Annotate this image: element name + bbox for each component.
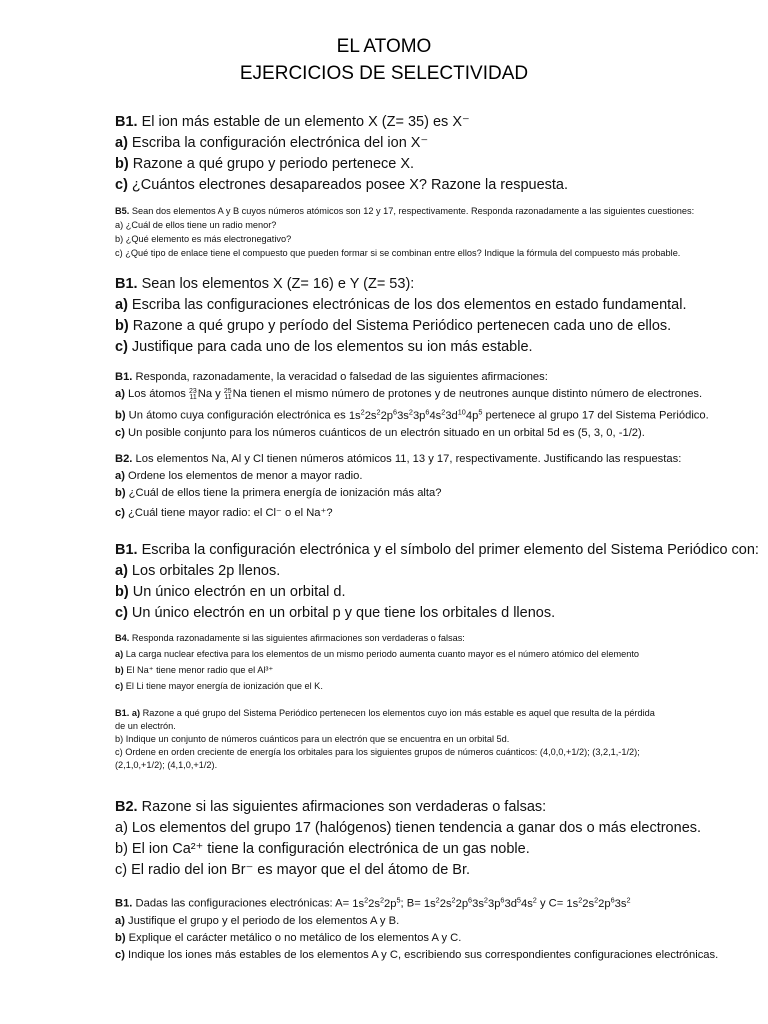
exercise-10-part-a: a) Justifique el grupo y el periodo de los elementos A y B. <box>115 914 400 927</box>
orbital: 2p <box>380 409 394 422</box>
orbital: 2p <box>455 897 469 910</box>
orbital: 4p <box>465 409 479 422</box>
electron-count: 6 <box>500 895 505 904</box>
exercise-2-part-c: c) ¿Qué tipo de enlace tiene el compuesto que pueden formar si se combinan entre ellos? Indique la fórmula del compuesto más probable. <box>115 248 681 258</box>
orbital: 3s <box>614 897 627 910</box>
orbital: 2p <box>384 897 397 910</box>
orbital: 2p <box>598 897 611 910</box>
document-subtitle: EJERCICIOS DE SELECTIVIDAD <box>239 63 529 84</box>
orbital: 3s <box>397 409 409 422</box>
exercise-1-part-a: a) Escriba la configuración electrónica del ion X⁻ <box>115 135 429 151</box>
electron-count: 2 <box>578 895 583 904</box>
document-title: EL ATOMO <box>336 36 432 57</box>
electron-count: 10 <box>457 407 466 416</box>
exercise-10-part-b: b) Explique el carácter metálico o no metálico de los elementos A y C. <box>115 931 462 944</box>
electron-count: 2 <box>441 407 446 416</box>
exercise-4 <box>115 369 709 442</box>
exercise-6 <box>115 540 759 624</box>
exercise-9-part-a: a) Los elementos del grupo 17 (halógenos) tienen tendencia a ganar dos o más electrones. <box>115 820 702 836</box>
electron-count: 5 <box>396 895 401 904</box>
exercise-7-intro: B4. Responda razonadamente si las siguientes afirmaciones son verdaderas o falsas: <box>115 633 465 643</box>
exercise-5-part-b: b) ¿Cuál de ellos tiene la primera energía de ionización más alta? <box>115 487 442 499</box>
electron-count: 6 <box>610 895 615 904</box>
exercise-7-part-c: c) El Li tiene mayor energía de ionización que el K. <box>115 681 323 691</box>
orbital: 1s <box>423 897 436 910</box>
orbital: 2s <box>439 897 452 910</box>
exercise-7 <box>115 630 660 694</box>
electron-count: 2 <box>451 895 456 904</box>
exercise-3-part-a: a) Escriba las configuraciones electrónicas de los dos elementos en estado fundamental. <box>115 297 687 313</box>
exercise-3-part-b: b) Razone a qué grupo y período del Sistema Periódico pertenecen cada uno de ellos. <box>115 318 672 334</box>
exercise-1-part-b: b) Razone a qué grupo y periodo pertenece X. <box>115 156 415 172</box>
exercise-1-intro: B1. El ion más estable de un elemento X (Z= 35) es X⁻ <box>115 114 470 130</box>
orbital: 1s <box>566 897 579 910</box>
exercise-8-intro: B1. a) Razone a qué grupo del Sistema Periódico pertenecen los elementos cuyo ion más estable es aquel que resulta de la pérdida de un electrón. <box>115 708 655 731</box>
exercise-6-part-b: b) Un único electrón en un orbital d. <box>115 584 346 600</box>
exercise-6-intro: B1. Escriba la configuración electrónica y el símbolo del primer elemento del Sistema Periódico con: <box>115 542 759 558</box>
electron-configuration-c <box>566 895 631 910</box>
orbital: 4s <box>429 409 442 422</box>
orbital: 2s <box>582 897 595 910</box>
exercise-5-part-c: c) ¿Cuál tiene mayor radio: el Cl⁻ o el Na⁺? <box>115 507 333 519</box>
exercise-3-intro: B1. Sean los elementos X (Z= 16) e Y (Z= 53): <box>115 276 415 292</box>
electron-configuration-a <box>352 895 401 910</box>
exercise-7-part-a: a) La carga nuclear efectiva para los elementos de un mismo periodo aumenta cuanto mayor es el número atómico del elemento <box>115 649 639 659</box>
orbital: 1s <box>348 409 361 422</box>
exercise-6-part-a: a) Los orbitales 2p llenos. <box>115 563 281 579</box>
exercise-5-part-a: a) Ordene los elementos de menor a mayor radio. <box>115 470 363 482</box>
orbital: 3p <box>412 409 426 422</box>
electron-count: 2 <box>532 895 537 904</box>
electron-count: 2 <box>364 895 369 904</box>
orbital: 2s <box>368 897 380 910</box>
exercise-2-part-a: a) ¿Cuál de ellos tiene un radio menor? <box>115 220 277 230</box>
exercise-3-part-c: c) Justifique para cada uno de los elementos su ion más estable. <box>115 339 533 355</box>
electron-count: 5 <box>478 407 483 416</box>
electron-count: 6 <box>468 895 473 904</box>
electron-count: 2 <box>360 407 365 416</box>
exercise-10-part-c: c) Indique los iones más estables de los elementos A y C, escribiendo sus correspondientes configuraciones electrónicas. <box>115 948 719 961</box>
exercise-9-intro: B2. Razone si las siguientes afirmaciones son verdaderas o falsas: <box>115 799 547 815</box>
exercise-2-intro: B5. Sean dos elementos A y B cuyos números atómicos son 12 y 17, respectivamente. Responda razonadamente a las siguientes cuestiones: <box>115 206 695 216</box>
electron-configuration <box>348 407 483 422</box>
electron-configuration-b <box>423 895 537 910</box>
orbital: 3d <box>504 897 517 910</box>
exercise-3 <box>115 274 687 358</box>
exercise-1 <box>115 112 660 196</box>
exercise-8-part-c: c) Ordene en orden creciente de energía los orbitales para los siguientes grupos de números cuánticos: (4,0,0,+1/2); (3,2,1,-1/2); (2,1,0,+1/2); (4,1,0,+1/2). <box>115 747 640 770</box>
orbital: 3p <box>487 897 501 910</box>
electron-count: 6 <box>393 407 398 416</box>
exercise-9 <box>115 797 702 881</box>
electron-count: 5 <box>516 895 521 904</box>
exercise-4-intro: B1. Responda, razonadamente, la veracidad o falsedad de las siguientes afirmaciones: <box>115 371 548 383</box>
exercise-1-part-c: c) ¿Cuántos electrones desapareados posee X? Razone la respuesta. <box>115 177 569 193</box>
orbital: 3d <box>445 409 458 422</box>
exercise-5 <box>115 451 682 522</box>
exercise-10-intro: B1. Dadas las configuraciones electrónicas: $A= 1s^22s^22p^5$; $B= 1s^22s^22p^63s^23p^63d^54s^2$ y $C= 1s^22s^22p^63s^2$ <box>115 895 631 910</box>
isotope-notation: 25 11 <box>223 388 232 401</box>
exercise-2 <box>115 204 695 260</box>
electron-count: 2 <box>376 407 381 416</box>
electron-count: 2 <box>435 895 440 904</box>
exercise-4-part-b: b) Un átomo cuya configuración electrónica es $1s^22s^22p^63s^23p^64s^23d^{10}4p^5$ pertenece al grupo 17 del Sistema Periódico. <box>115 407 709 422</box>
exercise-4-part-c: c) Un posible conjunto para los números cuánticos de un electrón situado en un orbital 5d es (5, 3, 0, -1/2). <box>115 426 645 439</box>
exercise-9-part-c: c) El radio del ion Br⁻ es mayor que el del átomo de Br. <box>115 862 471 878</box>
orbital: 3s <box>472 897 484 910</box>
exercise-4-part-a: a) Los átomos 23 11Na y 25 11Na tienen el mismo número de protones y de neutrones aunque distinto número de electrones. <box>115 388 703 401</box>
electron-count: 2 <box>483 895 488 904</box>
exercise-9-part-b: b) El ion Ca²⁺ tiene la configuración electrónica de un gas noble. <box>115 841 530 857</box>
isotope-notation: 23 11 <box>189 388 197 401</box>
orbital: 2s <box>364 409 377 422</box>
orbital: 4s <box>520 897 533 910</box>
electron-count: 6 <box>425 407 430 416</box>
exercise-7-part-b: b) El Na⁺ tiene menor radio que el Al³⁺ <box>115 665 274 675</box>
electron-count: 2 <box>379 895 385 904</box>
exercise-8-part-b: b) Indique un conjunto de números cuánticos para un electrón que se encuentra en un orbital 5d. <box>115 734 510 744</box>
exercise-2-part-b: b) ¿Qué elemento es más electronegativo? <box>115 234 292 244</box>
exercise-6-part-c: c) Un único electrón en un orbital p y que tiene los orbitales d llenos. <box>115 605 556 621</box>
electron-count: 2 <box>626 895 631 904</box>
electron-count: 2 <box>408 407 413 416</box>
electron-count: 2 <box>594 895 599 904</box>
exercise-5-intro: B2. Los elementos Na, Al y Cl tienen números atómicos 11, 13 y 17, respectivamente. Justificando las respuestas: <box>115 453 682 465</box>
exercise-8 <box>115 707 660 772</box>
exercise-10 <box>115 891 719 964</box>
orbital: 1s <box>352 897 365 910</box>
